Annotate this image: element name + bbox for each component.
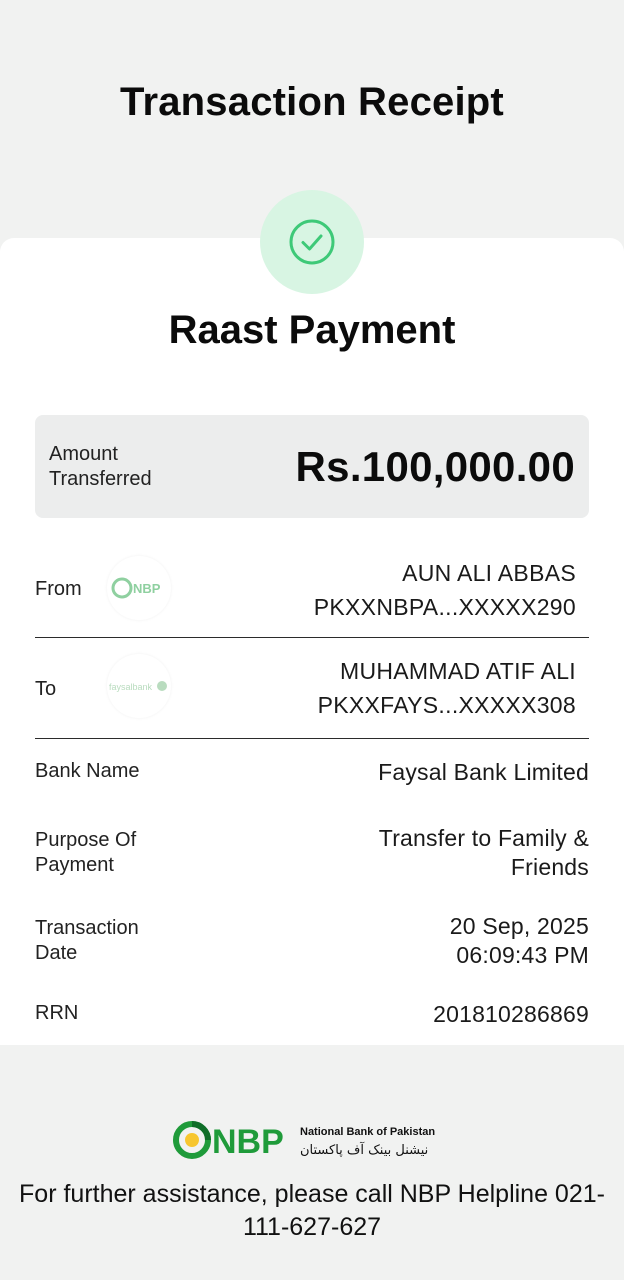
faysal-logo-text: faysalbank — [109, 682, 153, 692]
to-account: PKXXFAYS...XXXXX308 — [317, 692, 576, 718]
nbp-logo-text: NBP — [133, 581, 161, 596]
divider — [35, 738, 589, 739]
nbp-logo — [107, 556, 171, 620]
from-party — [314, 556, 576, 624]
footer-logo-ur: نیشنل بینک آف پاکستان — [300, 1143, 429, 1158]
amount-box — [35, 415, 589, 518]
amount-label: Amount Transferred — [49, 443, 152, 490]
nbp-brand-icon — [172, 1116, 454, 1164]
purpose-label: Purpose Of Payment — [35, 829, 137, 876]
divider — [35, 637, 589, 638]
to-party — [318, 654, 576, 722]
faysal-bank-logo-icon — [109, 676, 169, 696]
nbp-logo-icon — [111, 574, 167, 602]
footer-logo-text: NBP — [212, 1123, 284, 1161]
purpose-value: Transfer to Family & Friends — [378, 825, 589, 880]
bank-name-label: Bank Name — [35, 760, 140, 782]
bank-name-value: Faysal Bank Limited — [378, 759, 589, 785]
to-label: To — [35, 678, 57, 700]
faysal-bank-logo — [107, 654, 171, 718]
detail-row-bank-name — [35, 758, 589, 788]
rrn-label: RRN — [35, 1002, 79, 1024]
success-badge — [260, 190, 364, 294]
helpline-text: For further assistance, please call NBP Helpline 021-111-627-627 — [19, 1180, 605, 1241]
transaction-date-value: 20 Sep, 2025 06:09:43 PM — [449, 913, 589, 968]
check-circle-icon — [287, 217, 337, 267]
from-row — [35, 556, 589, 632]
to-name: MUHAMMAD ATIF ALI — [340, 658, 576, 684]
to-row — [35, 654, 589, 730]
from-account: PKXXNBPA...XXXXX290 — [313, 594, 576, 620]
rrn-value: 201810286869 — [433, 1001, 589, 1027]
payment-type-title: Raast Payment — [168, 308, 456, 352]
detail-row-purpose — [35, 824, 589, 884]
footer-logo-en: National Bank of Pakistan — [300, 1126, 436, 1138]
detail-row-rrn — [35, 1000, 589, 1030]
nbp-footer-logo — [172, 1116, 454, 1164]
page-title: Transaction Receipt — [120, 80, 504, 124]
from-name: AUN ALI ABBAS — [402, 560, 576, 586]
transaction-date-label: Transaction Date — [35, 917, 139, 964]
amount-value: Rs.100,000.00 — [295, 443, 575, 490]
from-label: From — [35, 578, 82, 600]
detail-row-transaction-date — [35, 912, 589, 972]
